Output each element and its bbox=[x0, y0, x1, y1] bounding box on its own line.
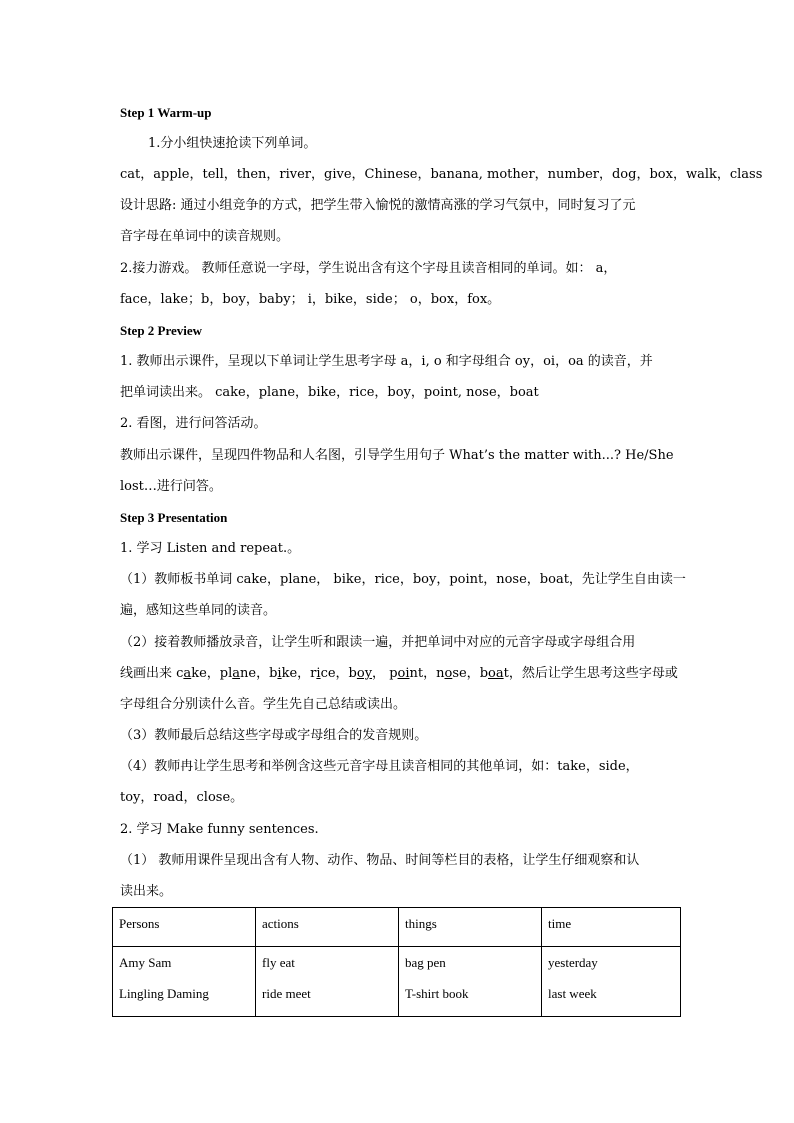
step3-t1-line2: 读出来。 bbox=[120, 884, 173, 899]
step2-p3-line1: 教师出示课件，呈现四件物品和人名图，引导学生用句子 What’s the matter with...? He/She bbox=[120, 448, 674, 463]
underlined-vowel: oi bbox=[397, 666, 410, 681]
step3-s2-line3: 字母组合分别读什么音。学生先自己总结或读出。 bbox=[120, 697, 407, 712]
table-cell-persons bbox=[113, 947, 256, 1017]
table-cell-line: bag pen bbox=[405, 955, 446, 970]
step1-item2-line2: face，lake；b，boy，baby； i，bike，side； o，box，fox。 bbox=[120, 292, 501, 307]
step3-s3: （3）教师最后总结这些字母或字母组合的发音规则。 bbox=[120, 728, 428, 743]
underlined-word: cake， bbox=[176, 666, 220, 681]
sentence-table bbox=[112, 907, 681, 1017]
table-row bbox=[113, 947, 681, 1017]
table-cell-line: T-shirt book bbox=[405, 986, 469, 1001]
step3-heading: Step 3 Presentation bbox=[120, 510, 228, 525]
step3-s4-line2: toy，road，close。 bbox=[120, 790, 244, 805]
table-cell-line: Lingling Daming bbox=[119, 986, 209, 1001]
table-cell-time bbox=[542, 947, 681, 1017]
step3-t1-line1: （1） 教师用课件呈现出含有人物、动作、物品、时间等栏目的表格，让学生仔细观察和认 bbox=[120, 853, 640, 868]
step1-item1: 1.分小组快速抢读下列单词。 bbox=[148, 136, 317, 151]
step3-s2-line2 bbox=[120, 665, 680, 683]
underlined-word: rice， bbox=[310, 666, 349, 681]
underlined-word-list bbox=[176, 666, 522, 681]
table-cell-line: ride meet bbox=[262, 986, 311, 1001]
table-header-cell: time bbox=[542, 908, 681, 947]
underlined-vowel: oy bbox=[356, 666, 373, 681]
table-cell-things bbox=[399, 947, 542, 1017]
underlined-vowel: a bbox=[183, 666, 192, 681]
underlined-vowel: oa bbox=[488, 666, 504, 681]
underlined-word: nose， bbox=[436, 666, 480, 681]
step1-word-list: cat，apple，tell，then，river，give，Chinese，banana, mother，number，dog，box，walk，class bbox=[120, 167, 763, 182]
underlined-vowel: i bbox=[316, 666, 321, 681]
table-cell-line: fly eat bbox=[262, 955, 295, 970]
underlined-vowel: o bbox=[444, 666, 453, 681]
step2-p3-line2: lost…进行问答。 bbox=[120, 479, 222, 494]
step2-p1-line2: 把单词读出来。 cake，plane，bike，rice，boy，point, nose，boat bbox=[120, 385, 539, 400]
underlined-word: plane， bbox=[219, 666, 270, 681]
step2-p1-line1: 1. 教师出示课件，呈现以下单词让学生思考字母 a，i, o 和字母组合 oy，oi，oa 的读音，并 bbox=[120, 354, 653, 369]
s2-prefix: 线画出来 bbox=[120, 666, 177, 681]
table-cell-line: last week bbox=[548, 986, 597, 1001]
table-header-cell: actions bbox=[256, 908, 399, 947]
table-header-cell: Persons bbox=[113, 908, 256, 947]
underlined-word: bike， bbox=[269, 666, 311, 681]
underlined-word: boat， bbox=[479, 666, 522, 681]
step1-heading: Step 1 Warm-up bbox=[120, 105, 212, 120]
step3-p1: 1. 学习 Listen and repeat.。 bbox=[120, 541, 301, 556]
step3-s4-line1: （4）教师冉让学生思考和举例含这些元音字母且读音相同的其他单词，如：take，side， bbox=[120, 759, 639, 774]
table-header-cell: things bbox=[399, 908, 542, 947]
table-cell-line: Amy Sam bbox=[119, 955, 172, 970]
underlined-vowel: i bbox=[277, 666, 282, 681]
underlined-vowel: a bbox=[232, 666, 241, 681]
step2-heading: Step 2 Preview bbox=[120, 323, 203, 338]
step3-s2-line1: （2）接着教师播放录音，让学生听和跟读一遍，并把单词中对应的元音字母或字母组合用 bbox=[120, 635, 636, 650]
underlined-word: point， bbox=[389, 666, 437, 681]
table-cell-line: yesterday bbox=[548, 955, 598, 970]
step1-item2-line1: 2.接力游戏。 教师任意说一字母，学生说出含有这个字母且读音相同的单词。如： a， bbox=[120, 261, 617, 276]
s2-suffix: 然后让学生思考这些字母或 bbox=[521, 666, 678, 681]
step3-s1-line1: （1）教师板书单词 cake，plane， bike，rice，boy，point，nose，boat，先让学生自由读一 bbox=[120, 572, 686, 587]
table-cell-actions bbox=[256, 947, 399, 1017]
step2-p2: 2. 看图，进行问答活动。 bbox=[120, 416, 267, 431]
table-header-row bbox=[113, 908, 681, 947]
step1-design-line1: 设计思路: 通过小组竞争的方式，把学生带入愉悦的激情高涨的学习气氛中，同时复习了元 bbox=[120, 198, 636, 213]
step1-design-line2: 音字母在单词中的读音规则。 bbox=[120, 229, 290, 244]
step3-s1-line2: 遍，感知这些单同的读音。 bbox=[120, 603, 277, 618]
step3-p2: 2. 学习 Make funny sentences. bbox=[120, 822, 319, 837]
underlined-word: boy， bbox=[348, 666, 390, 681]
